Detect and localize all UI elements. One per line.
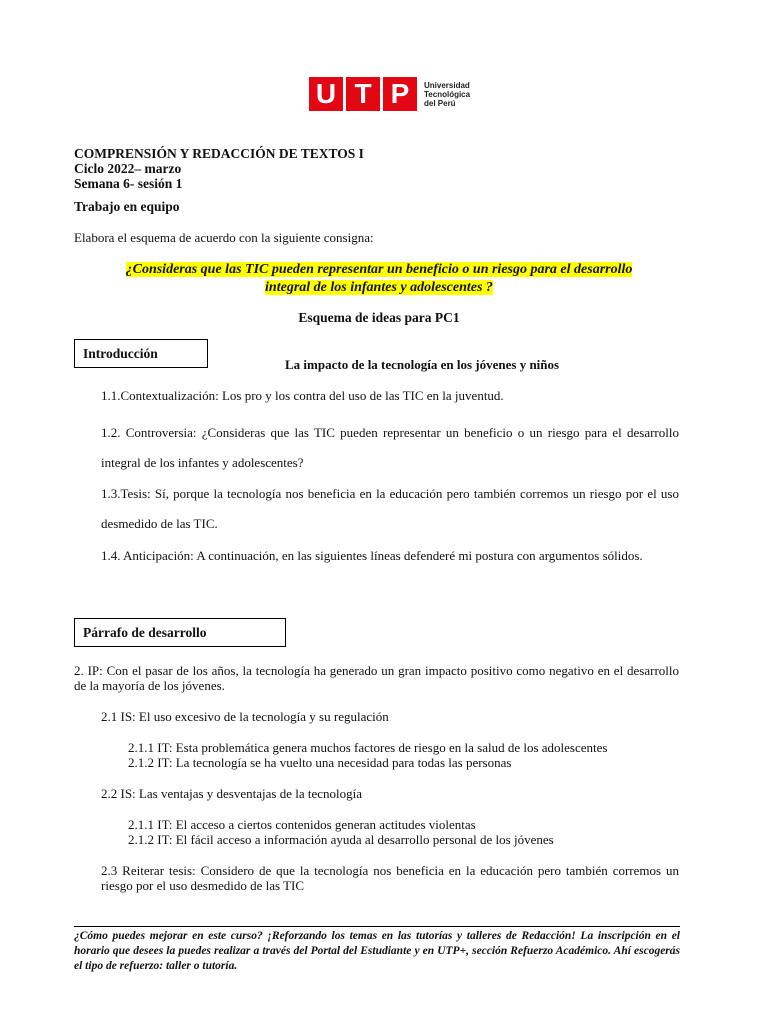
logo-letter-t: T — [346, 77, 380, 111]
dev-is-2: 2.2 IS: Las ventajas y desventajas de la tecnología — [101, 786, 363, 801]
dev-it-1-1: 2.1.1 IT: Esta problemática genera muchos factores de riesgo en la salud de los adolescentes — [128, 740, 608, 755]
footer-note: ¿Cómo puedes mejorar en este curso? ¡Reforzando los temas en las tutorías y talleres de Redacción! La inscripción en el horario que desees la puedes realizar a través del Portal del Estudiante y en UTP+, sección Refuerzo Académico. Ahí escogerás el tipo de refuerzo: taller o tutoría. — [74, 926, 680, 974]
development-box — [74, 618, 286, 647]
intro-item-4: 1.4. Anticipación: A continuación, en las siguientes líneas defenderé mi postura con argumentos sólidos. — [101, 548, 643, 563]
intro-item-1: 1.1.Contextualización: Los pro y los contra del uso de las TIC en la juventud. — [101, 388, 504, 403]
dev-ip: 2. IP: Con el pasar de los años, la tecnología ha generado un gran impacto positivo como negativo en el desarrollo de la mayoría de los jóvenes. — [74, 663, 679, 693]
prompt-question-line2: integral de los infantes y adolescentes ? — [265, 280, 493, 295]
logo-text — [424, 81, 470, 108]
logo-letter-u: U — [309, 77, 343, 111]
prompt-question-line1: ¿Consideras que las TIC pueden representar un beneficio o un riesgo para el desarrollo — [125, 262, 633, 277]
dev-reiterate-thesis: 2.3 Reiterar tesis: Considero de que la tecnología nos beneficia en la educación pero también corremos un riesgo por el uso desmedido de las TIC — [101, 863, 679, 893]
intro-title: La impacto de la tecnología en los jóvenes y niños — [285, 357, 560, 372]
intro-item-2: 1.2. Controversia: ¿Consideras que las TIC pueden representar un beneficio o un riesgo para el desarrollo integral de los infantes y adolescentes? — [101, 425, 679, 470]
logo-text-line: del Perú — [424, 98, 456, 108]
week-label: Semana 6- sesión 1 — [74, 176, 183, 191]
dev-it-2-2: 2.1.2 IT: El fácil acceso a información ayuda al desarrollo personal de los jóvenes — [128, 832, 554, 847]
intro-box — [74, 339, 208, 368]
logo-text-line: Tecnológica — [424, 89, 471, 99]
logo-letter-p: P — [383, 77, 417, 111]
scheme-title: Esquema de ideas para PC1 — [298, 310, 460, 325]
prompt-question — [74, 261, 684, 297]
intro-item-3: 1.3.Tesis: Sí, porque la tecnología nos beneficia en la educación pero también corremos un riesgo por el uso desmedido de las TIC. — [101, 486, 679, 531]
logo-text-line: Universidad — [424, 80, 470, 90]
dev-is-1: 2.1 IS: El uso excesivo de la tecnología y su regulación — [101, 709, 389, 724]
dev-it-2-1: 2.1.1 IT: El acceso a ciertos contenidos generan actitudes violentas — [128, 817, 476, 832]
instruction-text: Elabora el esquema de acuerdo con la siguiente consigna: — [74, 230, 374, 245]
course-title: COMPRENSIÓN Y REDACCIÓN DE TEXTOS I — [74, 146, 364, 161]
dev-it-1-2: 2.1.2 IT: La tecnología se ha vuelto una necesidad para todas las personas — [128, 755, 512, 770]
team-label: Trabajo en equipo — [74, 199, 180, 214]
development-box-label: Párrafo de desarrollo — [83, 624, 207, 640]
cycle-label: Ciclo 2022– marzo — [74, 161, 182, 176]
intro-box-label: Introducción — [83, 345, 158, 361]
utp-logo — [309, 77, 470, 111]
